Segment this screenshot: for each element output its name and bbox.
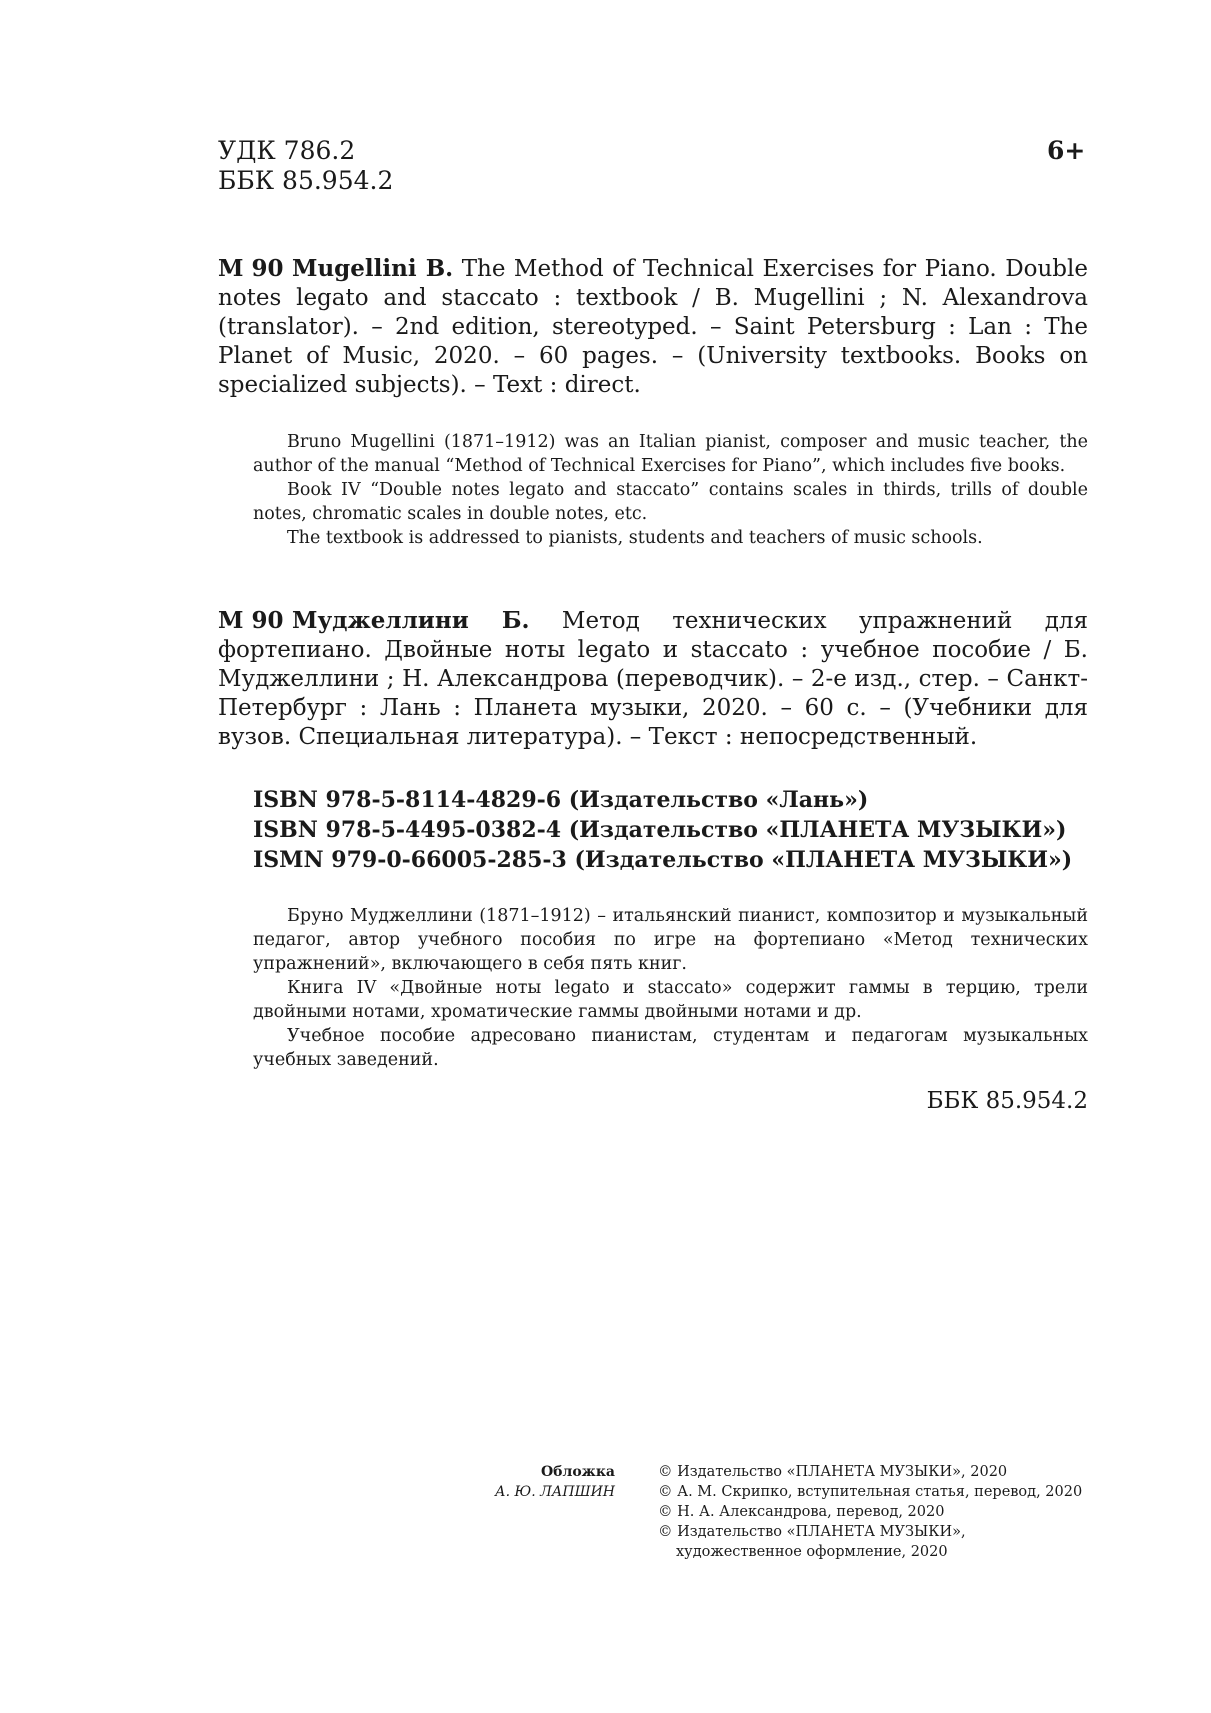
bibliographic-entry-ru bbox=[218, 606, 1088, 752]
ismn-line: ISMN 979-0-66005-285-3 (Издательство «ПЛАНЕТА МУЗЫКИ») bbox=[253, 847, 1073, 873]
bbk-code: ББК 85.954.2 bbox=[218, 166, 394, 195]
isbn-block bbox=[253, 785, 1072, 875]
bbk-code-bottom: ББК 85.954.2 bbox=[926, 1088, 1088, 1114]
abstract-paragraph: Книга IV «Двойные ноты legato и staccato» содержит гаммы в терцию, трели двойными нотами, хроматические гаммы двойными нотами и др. bbox=[253, 978, 1088, 1022]
entry-description: The Method of Technical Exercises for Piano. Double notes legato and staccato : textbook / B. Mugellini ; N. Alexandrova (translator). – 2nd edition, stereotyped. – Saint Petersburg : Lan : The Planet of Music, 2020. – 60 pages. – (University textbooks. Books on specialized subjects). – Text : direct. bbox=[218, 256, 1089, 398]
entry-author: Mugellini B. bbox=[292, 255, 454, 282]
copyright-line: художественное оформление, 2020 bbox=[676, 1544, 948, 1560]
abstract-paragraph: Bruno Mugellini (1871–1912) was an Italian pianist, composer and music teacher, the author of the manual “Method of Technical Exercises for Piano”, which includes five books. bbox=[253, 432, 1088, 476]
abstract-paragraph: Учебное пособие адресовано пианистам, студентам и педагогам музыкальных учебных заведений. bbox=[253, 1026, 1088, 1070]
copyright-line: © Н. А. Александрова, перевод, 2020 bbox=[658, 1504, 945, 1520]
copyright-line: © Издательство «ПЛАНЕТА МУЗЫКИ», 2020 bbox=[658, 1464, 1008, 1480]
abstract-ru bbox=[253, 904, 1088, 1072]
entry-code: М 90 bbox=[218, 255, 284, 282]
age-rating: 6+ bbox=[1047, 136, 1086, 165]
udk-code: УДК 786.2 bbox=[218, 136, 356, 165]
entry-code: М 90 bbox=[218, 607, 284, 634]
abstract-paragraph: Бруно Муджеллини (1871–1912) – итальянский пианист, композитор и музыкальный педагог, автор учебного пособия по игре на фортепиано «Метод технических упражнений», включающего в себя пять книг. bbox=[253, 906, 1088, 974]
abstract-paragraph: The textbook is addressed to pianists, students and teachers of music schools. bbox=[287, 528, 983, 548]
isbn-line: ISBN 978-5-4495-0382-4 (Издательство «ПЛАНЕТА МУЗЫКИ») bbox=[253, 817, 1067, 843]
entry-author: Муджеллини Б. bbox=[292, 607, 530, 634]
cover-credit-name: А. Ю. ЛАПШИН bbox=[495, 1484, 615, 1500]
isbn-line: ISBN 978-5-8114-4829-6 (Издательство «Лань») bbox=[253, 787, 869, 813]
copyright-line: © А. М. Скрипко, вступительная статья, перевод, 2020 bbox=[658, 1484, 1083, 1500]
copyright-block bbox=[658, 1462, 1082, 1562]
copyright-line: © Издательство «ПЛАНЕТА МУЗЫКИ», bbox=[658, 1524, 966, 1540]
entry-description: Метод технических упражнений для фортепиано. Двойные ноты legato и staccato : учебное пособие / Б. Муджеллини ; Н. Александрова (переводчик). – 2-е изд., стер. – Санкт-Петербург : Лань : Планета музыки, 2020. – 60 с. – (Учебники для вузов. Специальная литература). – Текст : непосредственный. bbox=[218, 608, 1089, 750]
bibliographic-entry-en bbox=[218, 254, 1088, 400]
abstract-en bbox=[253, 430, 1088, 550]
abstract-paragraph: Book IV “Double notes legato and staccato” contains scales in thirds, trills of double notes, chromatic scales in double notes, etc. bbox=[253, 480, 1088, 524]
cover-credit-label: Обложка bbox=[540, 1464, 615, 1480]
